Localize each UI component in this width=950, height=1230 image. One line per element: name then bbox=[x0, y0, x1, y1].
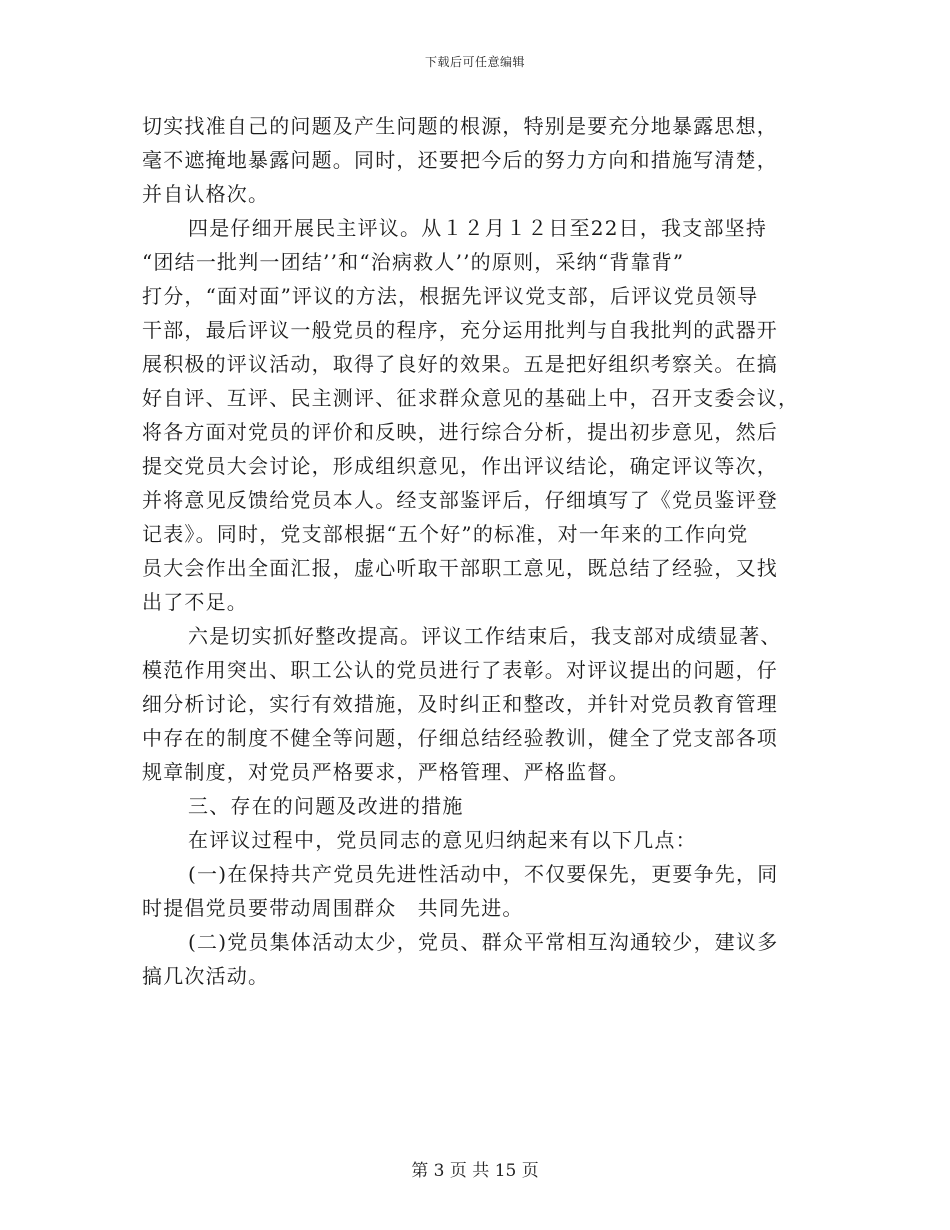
document-body bbox=[142, 109, 810, 993]
text-line: 毫不遮掩地暴露问题。同时，还要把今后的努力方向和措施写清楚， bbox=[142, 148, 778, 172]
text-line: 搞几次活动。 bbox=[142, 964, 270, 988]
text-line: (一)在保持共产党员先进性活动中，不仅要保先，更要争先，同 bbox=[188, 862, 779, 886]
text-line: 记表》。同时，党支部根据“五个好”的标准，对一年来的工作向党 bbox=[142, 522, 749, 546]
page-number: 第 3 页 共 15 页 bbox=[411, 1161, 539, 1181]
page-header: 下载后可任意编辑 bbox=[424, 55, 525, 69]
text-line: 规章制度，对党员严格要求，严格管理、严格监督。 bbox=[142, 760, 630, 784]
text-line: 将各方面对党员的评价和反映，进行综合分析，提出初步意见，然后 bbox=[142, 420, 778, 444]
text-line: (二)党员集体活动太少，党员、群众平常相互沟通较少，建议多 bbox=[188, 930, 779, 954]
text-line: 三、存在的问题及改进的措施 bbox=[188, 794, 464, 818]
text-line: 并自认格次。 bbox=[142, 182, 270, 206]
text-line: 好自评、互评、民主测评、征求群众意见的基础上中，召开支委会议， bbox=[142, 386, 800, 410]
text-line: 出了不足。 bbox=[142, 590, 248, 614]
text-line: 细分析讨论，实行有效措施，及时纠正和整改，并针对党员教育管理 bbox=[142, 692, 778, 716]
text-line: 在评议过程中，党员同志的意见归纳起来有以下几点： bbox=[188, 828, 697, 852]
text-line: 切实找准自己的问题及产生问题的根源，特别是要充分地暴露思想， bbox=[142, 114, 778, 138]
text-line: 提交党员大会讨论，形成组织意见，作出评议结论，确定评议等次， bbox=[142, 454, 778, 478]
text-line: 干部，最后评议一般党员的程序，充分运用批判与自我批判的武器开 bbox=[142, 318, 778, 342]
text-line: 时提倡党员要带动周围群众 共同先进。 bbox=[142, 896, 524, 920]
text-line: “团结一批判一团结’’和“治病救人’’的原则，采纳“背靠背” bbox=[142, 250, 685, 274]
text-line: 并将意见反馈给党员本人。经支部鉴评后，仔细填写了《党员鉴评登 bbox=[142, 488, 778, 512]
text-line: 展积极的评议活动，取得了良好的效果。五是把好组织考察关。在搞 bbox=[142, 352, 778, 376]
text-line: 打分，“面对面”评议的方法，根据先评议党支部，后评议党员领导 bbox=[142, 284, 759, 308]
text-line: 四是仔细开展民主评议。从１２月１２日至22日，我支部坚持 bbox=[188, 216, 768, 240]
text-line: 模范作用突出、职工公认的党员进行了表彰。对评议提出的问题，仔 bbox=[142, 658, 778, 682]
text-line: 员大会作出全面汇报，虚心听取干部职工意见，既总结了经验，又找 bbox=[142, 556, 778, 580]
text-line: 中存在的制度不健全等问题，仔细总结经验教训，健全了党支部各项 bbox=[142, 726, 778, 750]
text-line: 六是切实抓好整改提高。评议工作结束后，我支部对成绩显著、 bbox=[188, 624, 782, 648]
